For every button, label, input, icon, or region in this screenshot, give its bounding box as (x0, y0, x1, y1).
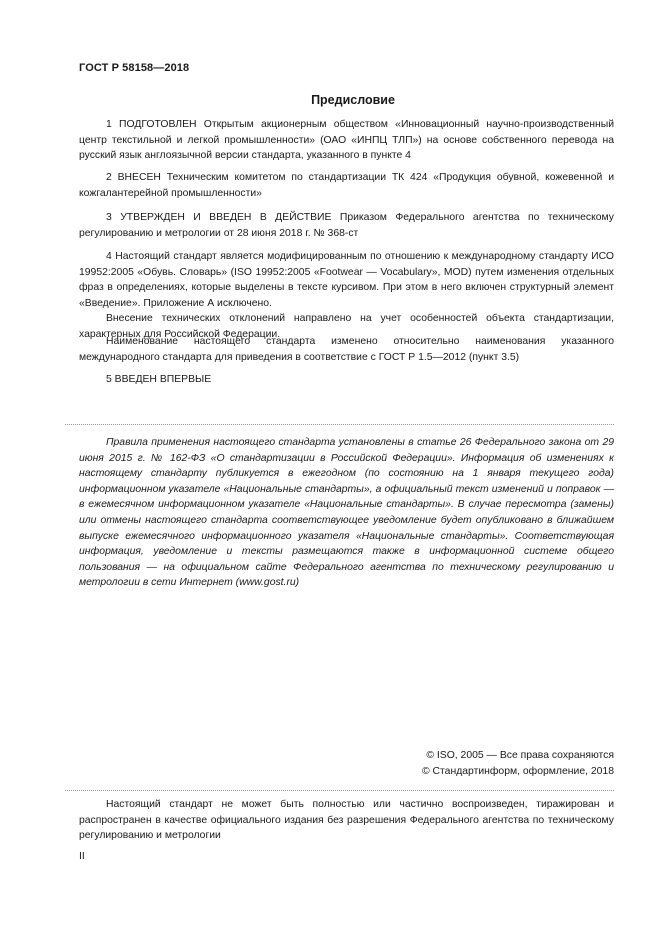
document-id: ГОСТ Р 58158—2018 (79, 62, 190, 74)
preface-item-2: 2 ВНЕСЕН Техническим комитетом по стандартизации ТК 424 «Продукция обувной, кожевенной и кожгалантерейной промышленности» (79, 172, 614, 199)
copyright-standartinform: © Стандартинформ, оформление, 2018 (421, 766, 614, 777)
preface-item-5: 5 ВВЕДЕН ВПЕРВЫЕ (106, 374, 212, 385)
preface-item-1: 1 ПОДГОТОВЛЕН Открытым акционерным обществом «Инновационный научно-производственный центр текстильной и легкой промышленности» (ОАО «ИНПЦ ТЛП») на основе собственного перевода на русский язык англоязычной версии стандарта, указанного в пункте 4 (79, 119, 614, 161)
preface-item-3: 3 УТВЕРЖДЕН И ВВЕДЕН В ДЕЙСТВИЕ Приказом Федерального агентства по техническому регулированию и метрологии от 28 июня 2018 г. № 368-ст (79, 212, 614, 239)
preface-item-4: 4 Настоящий стандарт является модифицированным по отношению к международному стандарту ИСО 19952:2005 «Обувь. Словарь» (ISO 19952:2005 «Footwear — Vocabulary», MOD) путем изменения отдельных фраз в определениях, которые выделены в тексте курсивом. При этом в него включен структурный элемент «Введение». Приложение А исключено. (79, 251, 614, 309)
separator-line (65, 424, 614, 425)
copyright-iso: © ISO, 2005 — Все права сохраняются (426, 750, 614, 761)
preface-item-4-title-change: Наименование настоящего стандарта изменено относительно наименования указанного международного стандарта для приведения в соответствие с ГОСТ Р 1.5—2012 (пункт 3.5) (79, 336, 614, 363)
separator-line-bottom (65, 790, 614, 791)
reproduction-notice: Настоящий стандарт не может быть полностью или частично воспроизведен, тиражирован и распространен в качестве официального издания без разрешения Федерального агентства по техническому регулированию и метрологии (79, 799, 614, 841)
application-rules-notice: Правила применения настоящего стандарта установлены в статье 26 Федерального закона от 29 июня 2015 г. № 162-ФЗ «О стандартизации в Российской Федерации». Информация об изменениях к настоящему стандарту публикуется в ежегодном (по состоянию на 1 января текущего года) информационном указателе «Национальные стандарты», а официальный текст изменений и поправок — в ежемесячном информационном указателе «Национальные стандарты». В случае пересмотра (замены) или отмены настоящего стандарта соответствующее уведомление будет опубликовано в ближайшем выпуске ежемесячного информационного указателя «Национальные стандарты». Соответствующая информация, уведомление и тексты размещаются также в информационной системе общего пользования — на официальном сайте Федерального агентства по техническому регулированию и метрологии в сети Интернет (www.gost.ru) (79, 437, 614, 589)
page-number: II (79, 851, 85, 862)
preface-item-4-deviations: Внесение технических отклонений направлено на учет особенностей объекта стандартизации, характерных для Российской Федерации. (79, 313, 614, 340)
page-title: Предисловие (311, 93, 395, 107)
